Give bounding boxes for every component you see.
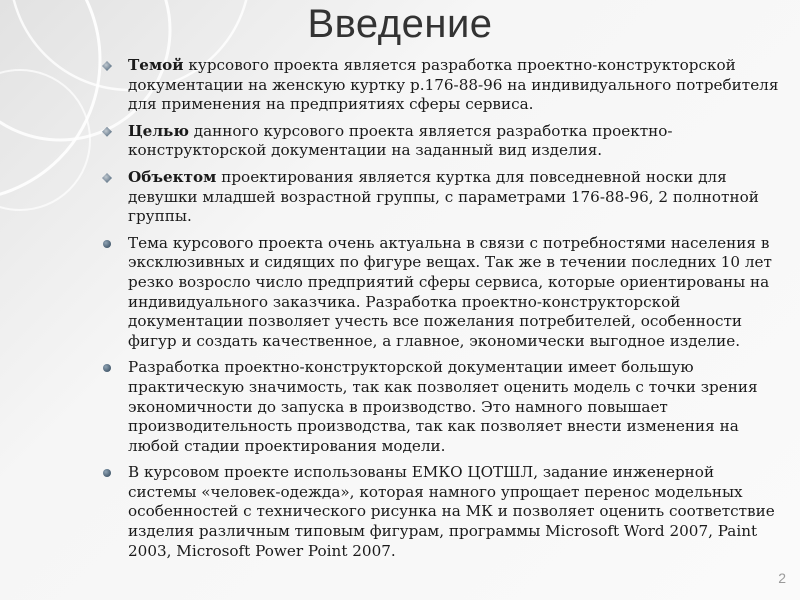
list-item xyxy=(96,168,786,227)
list-item xyxy=(96,234,786,352)
item-bold-term: Объектом xyxy=(128,167,217,186)
list-item xyxy=(96,358,786,456)
item-bold-term: Целью xyxy=(128,121,189,140)
bullet-list xyxy=(96,56,786,568)
item-text: Тема курсового проекта очень актуальна в связи с потребностями населения в эксклюзивных и сидящих по фигуре вещах. Так же в течении последних 10 лет резко возросло число предприятий сферы сервиса, которые ориентированы на индивидуального заказчика. Разработка проектно-конструкторской документации позволяет учесть все пожелания потребителей, особенности фигур и создать качественное, а главное, экономически выгодное изделие. xyxy=(128,233,772,350)
diamond-bullet-icon xyxy=(102,61,112,71)
list-item xyxy=(96,463,786,561)
item-text: данного курсового проекта является разработка проектно-конструкторской документации на заданный вид изделия. xyxy=(128,121,673,160)
list-item xyxy=(96,56,786,115)
diamond-bullet-icon xyxy=(102,173,112,183)
diamond-bullet-icon xyxy=(102,127,112,137)
item-text: проектирования является куртка для повседневной носки для девушки младшей возрастной группы, с параметрами 176-88-96, 2 полнотной группы. xyxy=(128,167,759,226)
list-item xyxy=(96,122,786,161)
disc-bullet-icon xyxy=(103,469,111,477)
item-text: В курсовом проекте использованы ЕМКО ЦОТШЛ, задание инженерной системы «человек-одежда», которая намного упрощает перенос модельных особенностей с технического рисунка на МК и позволяет оценить соответствие изделия различным типовым фигурам, программы Microsoft Word 2007, Paint 2003, Microsoft Power Point 2007. xyxy=(128,463,775,560)
page-number: 2 xyxy=(778,570,786,586)
slide-title: Введение xyxy=(307,2,493,46)
disc-bullet-icon xyxy=(103,240,111,248)
item-text: курсового проекта является разработка проектно-конструкторской документации на женскую куртку р.176-88-96 на индивидуального потребителя для применения на предприятиях сферы сервиса. xyxy=(128,56,779,114)
item-bold-term: Темой xyxy=(128,56,184,74)
disc-bullet-icon xyxy=(103,364,111,372)
item-text: Разработка проектно-конструкторской документации имеет большую практическую значимость, так как позволяет оценить модель с точки зрения экономичности до запуска в производство. Это намного повышает производительность производства, так как позволяет внести изменения на любой стадии проектирования модели. xyxy=(128,358,758,455)
